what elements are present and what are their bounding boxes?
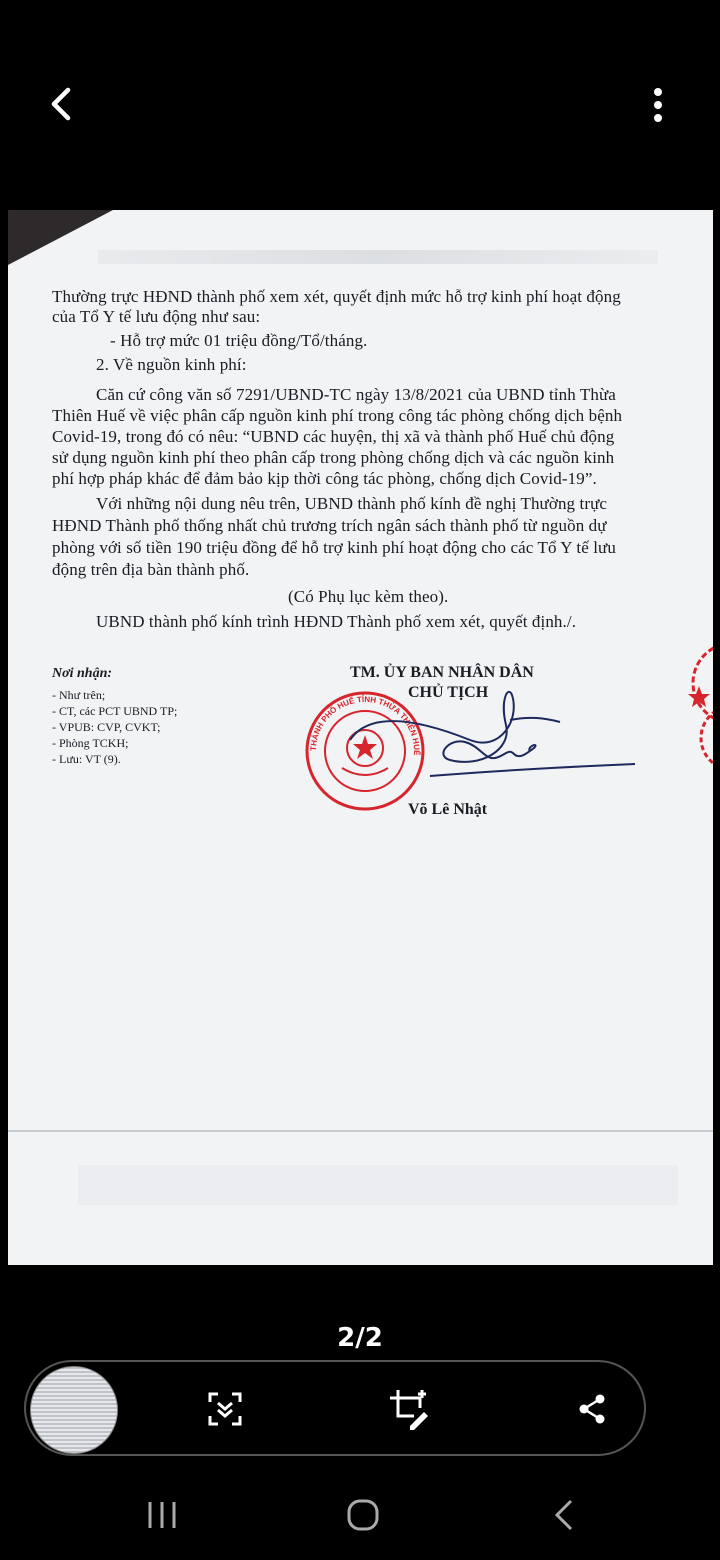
share-button[interactable] bbox=[569, 1386, 615, 1432]
body-line: 2. Về nguồn kinh phí: bbox=[96, 355, 247, 374]
recipient-item: - CT, các PCT UBND TP; bbox=[52, 704, 178, 718]
faded-bleed-text bbox=[78, 1165, 678, 1205]
signer-org: TM. ỦY BAN NHÂN DÂN bbox=[350, 664, 534, 681]
body-line: - Hỗ trợ mức 01 triệu đồng/Tổ/tháng. bbox=[110, 331, 368, 350]
body-line: Căn cứ công văn số 7291/UBND-TC ngày 13/8/2021 của UBND tỉnh Thừa bbox=[96, 385, 616, 404]
recipients-title: Nơi nhận: bbox=[52, 666, 113, 681]
recipient-item: - Phòng TCKH; bbox=[52, 736, 129, 750]
svg-text:THÀNH PHỐ HUẾ TỈNH THỪA THIÊN: THÀNH PHỐ HUẾ TỈNH THỪA THIÊN HUẾ bbox=[308, 694, 422, 756]
page-edge-seal bbox=[673, 638, 713, 778]
body-line: Thiên Huế về việc phân cấp nguồn kinh phí trong công tác phòng chống dịch bệnh bbox=[52, 406, 623, 425]
share-icon bbox=[569, 1386, 615, 1432]
body-line: phòng với số tiền 190 triệu đồng để hỗ trợ kinh phí hoạt động cho các Tổ Y tế lưu bbox=[52, 538, 616, 557]
page-fold-line bbox=[8, 1130, 713, 1132]
more-options-button[interactable] bbox=[638, 80, 678, 130]
body-line: (Có Phụ lục kèm theo). bbox=[288, 587, 449, 606]
document-action-bar bbox=[24, 1360, 646, 1456]
crop-edit-button[interactable] bbox=[386, 1386, 432, 1432]
body-line: của Tổ Y tế lưu động như sau: bbox=[52, 307, 261, 326]
chevron-left-icon bbox=[36, 78, 88, 130]
handwritten-signature bbox=[330, 680, 640, 800]
top-app-bar bbox=[0, 0, 720, 210]
body-line: UBND thành phố kính trình HĐND Thành phố xem xét, quyết định./. bbox=[96, 612, 577, 631]
recents-icon bbox=[137, 1490, 187, 1540]
home-button[interactable] bbox=[338, 1490, 388, 1540]
nav-back-button[interactable] bbox=[540, 1490, 590, 1540]
system-navigation-bar bbox=[0, 1470, 720, 1560]
recents-button[interactable] bbox=[137, 1490, 187, 1540]
body-line: động trên địa bàn thành phố. bbox=[52, 560, 250, 579]
more-vertical-icon bbox=[638, 80, 678, 130]
body-line: Thường trực HĐND thành phố xem xét, quyết định mức hỗ trợ kinh phí hoạt động bbox=[52, 287, 621, 306]
body-line: Covid-19, trong đó có nêu: “UBND các huyện, thị xã và thành phố Huế chủ động bbox=[52, 427, 615, 446]
body-line: sử dụng nguồn kinh phí theo phân cấp trong phòng chống dịch và các nguồn kinh bbox=[52, 448, 615, 467]
faded-header-bleed bbox=[98, 250, 658, 264]
recipient-item: - Lưu: VT (9). bbox=[52, 752, 121, 766]
body-line: Với những nội dung nêu trên, UBND thành phố kính đề nghị Thường trực bbox=[96, 494, 608, 513]
document-thumbnail[interactable] bbox=[30, 1366, 118, 1454]
recipient-item: - Như trên; bbox=[52, 688, 106, 702]
recipient-item: - VPUB: CVP, CVKT; bbox=[52, 720, 161, 734]
scan-text-icon bbox=[202, 1386, 248, 1432]
page-indicator: 2/2 bbox=[337, 1323, 383, 1353]
back-button[interactable] bbox=[36, 78, 88, 130]
body-line: phí hợp pháp khác để đảm bảo kịp thời công tác phòng, chống dịch Covid-19”. bbox=[52, 469, 597, 488]
signer-title: CHỦ TỊCH bbox=[408, 684, 489, 701]
signer-name: Võ Lê Nhật bbox=[408, 801, 488, 818]
crop-edit-icon bbox=[386, 1386, 432, 1432]
back-icon bbox=[540, 1490, 590, 1540]
document-page bbox=[8, 210, 713, 1265]
body-line: HĐND Thành phố thống nhất chủ trương trích ngân sách thành phố từ nguồn dự bbox=[52, 516, 607, 535]
home-icon bbox=[338, 1490, 388, 1540]
scan-text-button[interactable] bbox=[202, 1386, 248, 1432]
